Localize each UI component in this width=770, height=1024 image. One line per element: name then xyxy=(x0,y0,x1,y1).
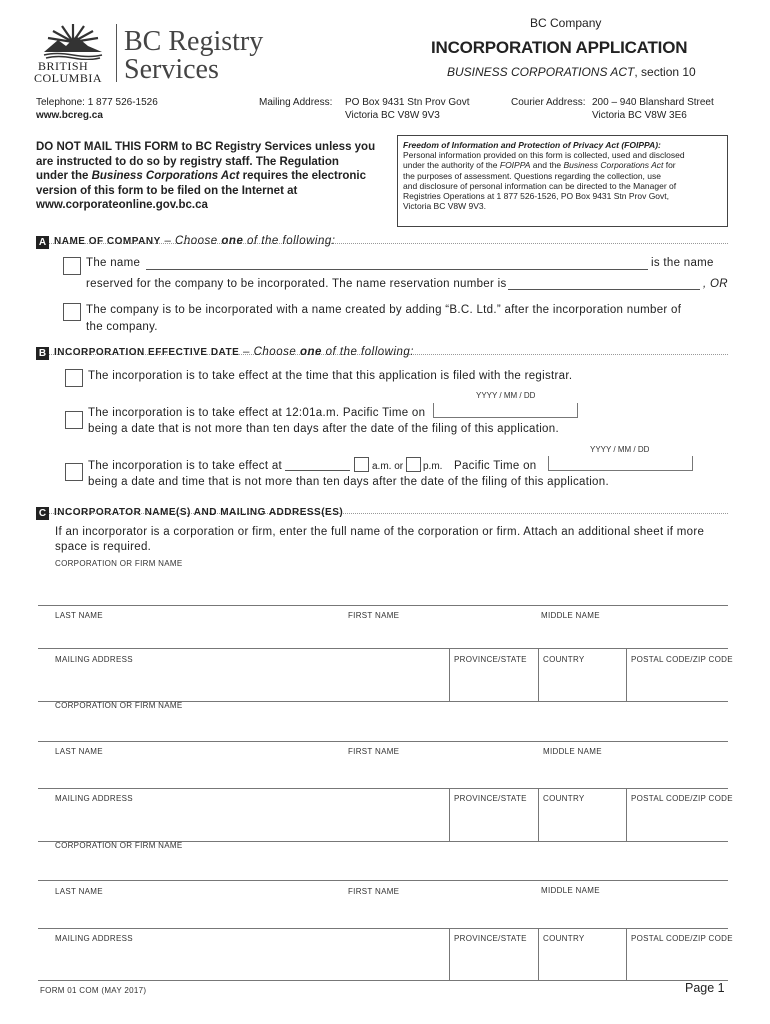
bc-logo xyxy=(34,22,264,86)
effective-1201-text-line2: being a date that is not more than ten days after the date of the filing of this application. xyxy=(88,423,559,435)
first-name-label: FIRST NAME xyxy=(348,887,400,896)
last-name-field[interactable] xyxy=(38,758,338,785)
last-name-label: LAST NAME xyxy=(55,747,103,756)
middle-name-label: MIDDLE NAME xyxy=(541,886,600,895)
corp-firm-name-field[interactable] xyxy=(38,570,728,603)
corp-firm-name-field[interactable] xyxy=(38,852,728,878)
effective-time-checkbox[interactable] xyxy=(65,463,83,481)
courier-label: Courier Address: xyxy=(511,97,586,108)
postal-code-field[interactable] xyxy=(628,805,728,839)
mailing-address-field[interactable] xyxy=(38,666,446,700)
logo-divider xyxy=(116,24,117,82)
postal-code-label: POSTAL CODE/ZIP CODE xyxy=(631,655,733,664)
middle-name-field[interactable] xyxy=(538,898,728,925)
last-name-field[interactable] xyxy=(38,622,338,645)
numbered-company-checkbox[interactable] xyxy=(63,303,81,321)
warning-line2: are instructed to do so by registry staff. The Regulation xyxy=(36,155,339,168)
logo-province-line1: BRITISH xyxy=(38,59,89,73)
mailing-line1: PO Box 9431 Stn Prov Govt xyxy=(345,97,470,108)
section-a-letter: A xyxy=(36,236,49,249)
corp-firm-name-label: CORPORATION OR FIRM NAME xyxy=(55,559,183,568)
company-name-field[interactable] xyxy=(146,269,648,270)
province-state-label: PROVINCE/STATE xyxy=(454,655,527,664)
effective-on-filing-text: The incorporation is to take effect at the time that this application is filed with the registrar. xyxy=(88,370,573,382)
mailing-address-field[interactable] xyxy=(38,945,446,977)
province-state-field[interactable] xyxy=(451,666,536,700)
foippa-notice: Freedom of Information and Protection of Privacy Act (FOIPPA): Personal information provided on this form is collected, used and disclosed under the authority of the FOIPPA and the Business Corporations Act for the purposes of assessment. Questions regarding the collection, use and disclosure of personal information can be directed to the Manager of Registries Operations at 1 877 526-1526, PO Box 9431 Stn Prov Govt, Victoria BC V8W 9V3. xyxy=(397,135,728,227)
form-type: BC Company xyxy=(530,16,602,30)
country-label: COUNTRY xyxy=(543,794,585,803)
act-reference xyxy=(447,65,696,79)
section-b-heading: INCORPORATION EFFECTIVE DATE – Choose one of the following: xyxy=(54,346,414,358)
mailing-line2: Victoria BC V8W 9V3 xyxy=(345,110,440,121)
effective-on-filing-checkbox[interactable] xyxy=(65,369,83,387)
corp-firm-name-field[interactable] xyxy=(38,712,728,739)
first-name-label: FIRST NAME xyxy=(348,747,400,756)
country-field[interactable] xyxy=(540,805,624,839)
effective-time-text: The incorporation is to take effect at xyxy=(88,460,283,472)
numbered-company-text-line2: the company. xyxy=(86,321,158,333)
province-state-field[interactable] xyxy=(451,945,536,977)
province-state-label: PROVINCE/STATE xyxy=(454,934,527,943)
date-format-label-1: YYYY / MM / DD xyxy=(476,391,536,400)
corp-firm-name-label: CORPORATION OR FIRM NAME xyxy=(55,841,183,850)
numbered-company-text-line1: The company is to be incorporated with a name created by adding “B.C. Ltd.” after the incorporation number of xyxy=(86,304,682,316)
pm-checkbox[interactable] xyxy=(406,457,421,472)
country-label: COUNTRY xyxy=(543,934,585,943)
province-state-field[interactable] xyxy=(451,805,536,839)
section-c-instructions-line2: space is required. xyxy=(55,541,152,553)
postal-code-label: POSTAL CODE/ZIP CODE xyxy=(631,934,733,943)
mailing-address-field[interactable] xyxy=(38,805,446,839)
middle-name-field[interactable] xyxy=(538,758,728,785)
courier-line1: 200 – 940 Blanshard Street xyxy=(592,97,714,108)
section-c-instructions-line1: If an incorporator is a corporation or firm, enter the full name of the corporation or firm. Attach an additional sheet if more xyxy=(55,526,705,538)
warning-link[interactable]: www.corporateonline.gov.bc.ca xyxy=(36,199,208,211)
am-label: a.m. or xyxy=(372,461,404,472)
effective-date-field-2[interactable] xyxy=(548,456,693,471)
postal-code-label: POSTAL CODE/ZIP CODE xyxy=(631,794,733,803)
country-label: COUNTRY xyxy=(543,655,585,664)
act-section: , section 10 xyxy=(634,65,696,79)
page-number: Page 1 xyxy=(685,981,725,995)
last-name-label: LAST NAME xyxy=(55,611,103,620)
corp-firm-name-label: CORPORATION OR FIRM NAME xyxy=(55,701,183,710)
effective-time-field[interactable] xyxy=(285,470,350,471)
warning-line1: DO NOT MAIL THIS FORM to BC Registry Services unless you xyxy=(36,141,376,153)
bc-sun-mountains-icon xyxy=(40,22,106,60)
name-reservation-number-field[interactable] xyxy=(508,289,700,290)
last-name-field[interactable] xyxy=(38,898,338,925)
first-name-field[interactable] xyxy=(344,758,534,785)
mailing-warning xyxy=(36,140,396,213)
warning-line4: version of this form to be filed on the Internet at xyxy=(36,184,298,197)
middle-name-label: MIDDLE NAME xyxy=(541,611,600,620)
first-name-label: FIRST NAME xyxy=(348,611,400,620)
option-name-suffix: is the name xyxy=(651,257,714,269)
postal-code-field[interactable] xyxy=(628,945,728,977)
section-c-heading: INCORPORATOR NAME(S) AND MAILING ADDRESS(ES) xyxy=(54,507,344,518)
or-text: , OR xyxy=(703,278,728,290)
mailing-address-label: MAILING ADDRESS xyxy=(55,655,133,664)
province-state-label: PROVINCE/STATE xyxy=(454,794,527,803)
middle-name-label: MIDDLE NAME xyxy=(543,747,602,756)
logo-province-line2: COLUMBIA xyxy=(34,71,103,85)
postal-code-field[interactable] xyxy=(628,666,728,700)
courier-line2: Victoria BC V8W 3E6 xyxy=(592,110,687,121)
logo-agency-line1: BC Registry xyxy=(124,26,264,57)
option-name-prefix: The name xyxy=(86,257,141,269)
middle-name-field[interactable] xyxy=(538,622,728,645)
logo-agency-line2: Services xyxy=(124,54,219,85)
reservation-text: reserved for the company to be incorporated. The name reservation number is xyxy=(86,278,507,290)
pacific-time-text: Pacific Time on xyxy=(454,460,537,472)
section-b-letter: B xyxy=(36,347,49,360)
company-name-checkbox[interactable] xyxy=(63,257,81,275)
warning-line3: under the Business Corporations Act requires the electronic xyxy=(36,170,366,182)
effective-date-field-1[interactable] xyxy=(433,403,578,418)
first-name-field[interactable] xyxy=(344,622,534,645)
pm-label: p.m. xyxy=(423,461,443,472)
telephone: Telephone: 1 877 526-1526 xyxy=(36,97,158,108)
mailing-label: Mailing Address: xyxy=(259,97,333,108)
effective-time-text-line2: being a date and time that is not more than ten days after the date of the filing of this application. xyxy=(88,476,609,488)
website[interactable]: www.bcreg.ca xyxy=(36,110,103,121)
form-identifier: FORM 01 COM (MAY 2017) xyxy=(40,986,147,995)
mailing-address-label: MAILING ADDRESS xyxy=(55,934,133,943)
first-name-field[interactable] xyxy=(344,898,534,925)
mailing-address-label: MAILING ADDRESS xyxy=(55,794,133,803)
form-title: INCORPORATION APPLICATION xyxy=(431,38,688,57)
effective-1201-checkbox[interactable] xyxy=(65,411,83,429)
act-name: BUSINESS CORPORATIONS ACT xyxy=(447,65,635,79)
date-format-label-2: YYYY / MM / DD xyxy=(590,445,650,454)
foippa-title: Freedom of Information and Protection of Privacy Act (FOIPPA): xyxy=(403,140,661,150)
country-field[interactable] xyxy=(540,666,624,700)
am-checkbox[interactable] xyxy=(354,457,369,472)
section-c-letter: C xyxy=(36,507,49,520)
effective-1201-text-line1: The incorporation is to take effect at 12:01a.m. Pacific Time on xyxy=(88,407,426,419)
country-field[interactable] xyxy=(540,945,624,977)
last-name-label: LAST NAME xyxy=(55,887,103,896)
section-a-heading: NAME OF COMPANY – Choose one of the following: xyxy=(54,235,336,247)
